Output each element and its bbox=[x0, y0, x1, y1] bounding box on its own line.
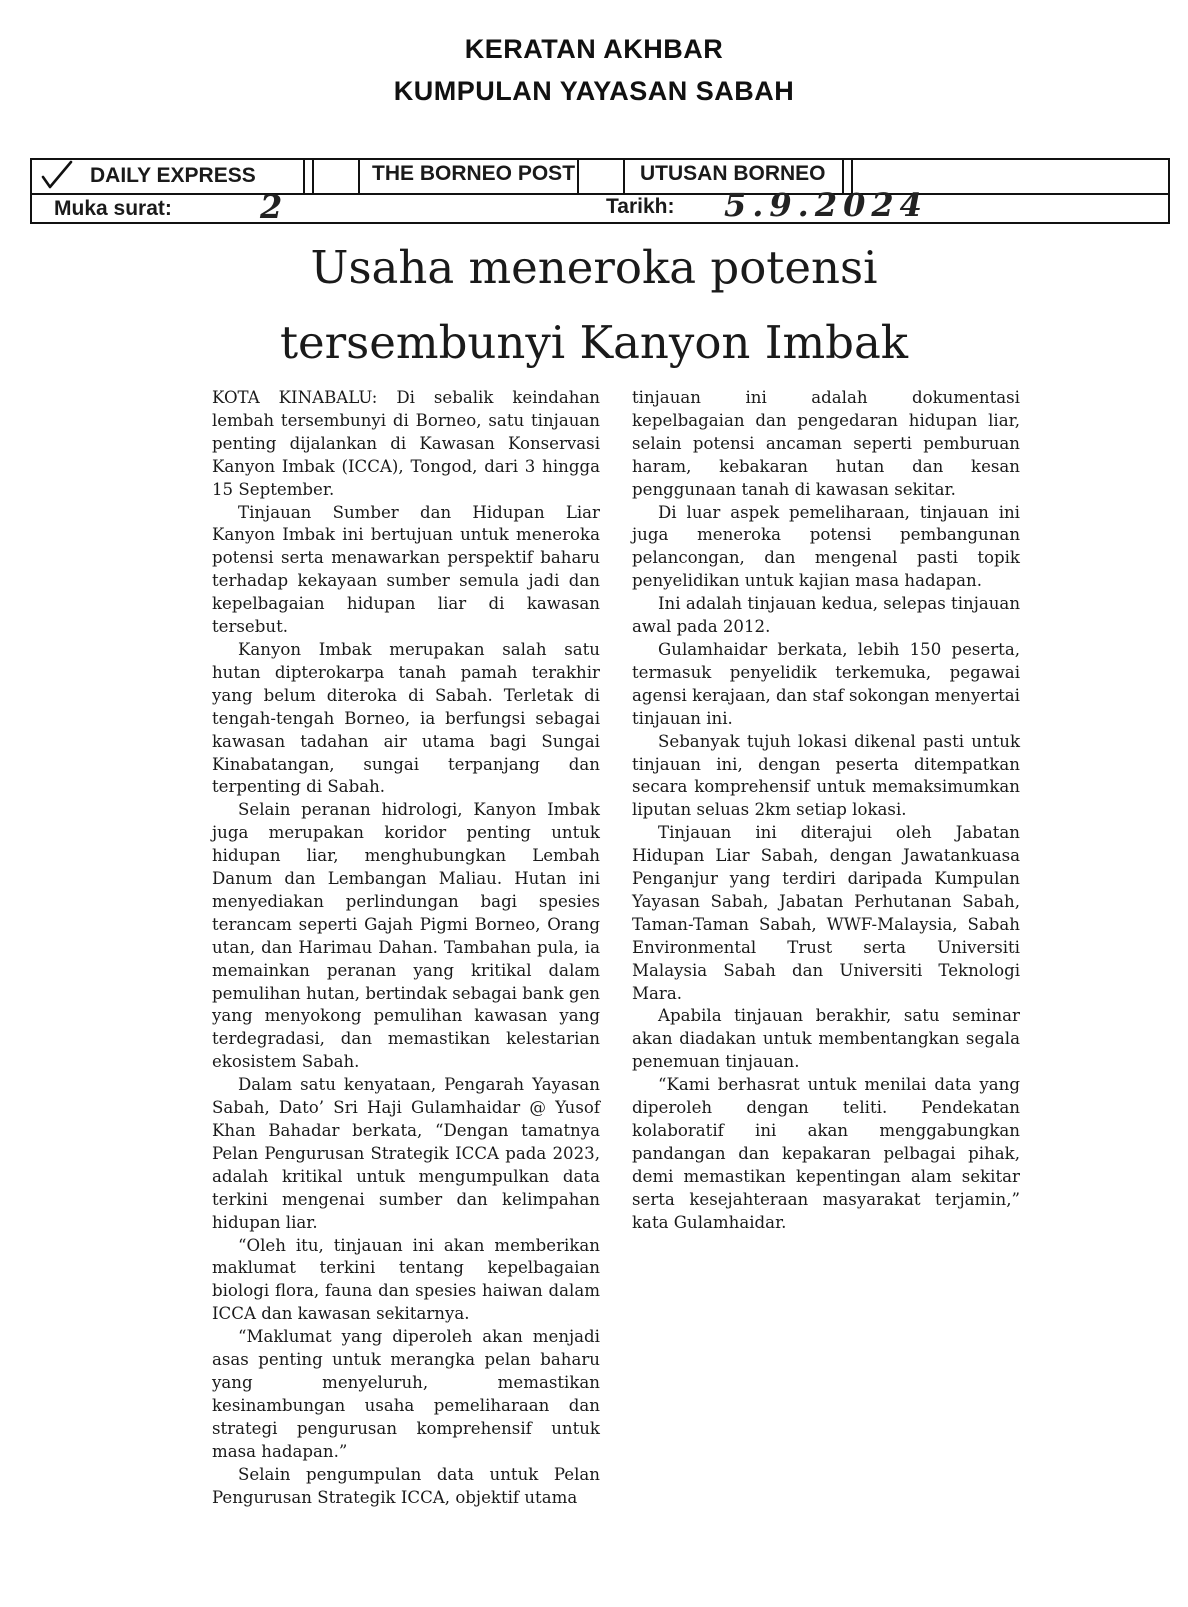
paper-borneo-post: THE BORNEO POST bbox=[372, 162, 576, 185]
article-paragraph: “Maklumat yang diperoleh akan menjadi asas penting untuk merangka pelan baharu yang menyeluruh, memastikan kesinambungan usaha pemeliharaan dan strategi pengurusan komprehensif untuk masa hadapan.” bbox=[212, 1327, 600, 1461]
article-paragraph: Selain pengumpulan data untuk Pelan Pengurusan Strategik ICCA, objektif utama bbox=[212, 1464, 600, 1507]
date-label: Tarikh: bbox=[606, 195, 675, 218]
article-paragraph: Di luar aspek pemeliharaan, tinjauan ini juga meneroka potensi pembangunan pelancongan, dan mengenal pasti topik penyelidikan untuk kajian masa hadapan. bbox=[632, 502, 1020, 591]
article-paragraph: Tinjauan Sumber dan Hidupan Liar Kanyon Imbak ini bertujuan untuk meneroka potensi serta menawarkan perspektif baharu terhadap kekayaan sumber semula jadi dan kepelbagaian hidupan liar di kawasan tersebut. bbox=[212, 502, 600, 637]
clipping-header-line2: KUMPULAN YAYASAN SABAH bbox=[393, 76, 795, 106]
table-divider bbox=[303, 160, 305, 193]
headline-line1: Usaha meneroka potensi bbox=[310, 241, 878, 294]
source-form-table bbox=[30, 158, 1170, 224]
table-divider bbox=[577, 160, 579, 193]
article-paragraph: Selain peranan hidrologi, Kanyon Imbak juga merupakan koridor penting untuk hidupan liar, menghubungkan Lembah Danum dan Lembangan Maliau. Hutan ini menyediakan perlindungan bagi spesies terancam seperti Gajah Pigmi Borneo, Orang utan, dan Harimau Dahan. Tambahan pula, ia memainkan peranan yang kritikal dalam pemulihan hutan, bertindak sebagai bank gen yang menyokong pemulihan kawasan yang terdegradasi, dan memastikan kelestarian ekosistem Sabah. bbox=[212, 800, 600, 1072]
article-paragraph: Tinjauan ini diterajui oleh Jabatan Hidupan Liar Sabah, dengan Jawatankuasa Penganjur yang terdiri daripada Kumpulan Yayasan Sabah, Jabatan Perhutanan Sabah, Taman-Taman Sabah, WWF-Malaysia, Sabah Environmental Trust serta Universiti Malaysia Sabah dan Universiti Teknologi Mara. bbox=[632, 823, 1020, 1003]
article-paragraph: tinjauan ini adalah dokumentasi kepelbagaian dan pengedaran hidupan liar, selain potensi ancaman seperti pemburuan haram, kebakaran hutan dan kesan penggunaan tanah di kawasan sekitar. bbox=[632, 388, 1020, 499]
article-paragraph: “Oleh itu, tinjauan ini akan memberikan maklumat terkini tentang kepelbagaian biologi flora, fauna dan spesies haiwan dalam ICCA dan kawasan sekitarnya. bbox=[212, 1235, 600, 1324]
checkmark-icon bbox=[40, 160, 74, 190]
headline-line2: tersembunyi Kanyon Imbak bbox=[279, 316, 909, 369]
paper-utusan-borneo: UTUSAN BORNEO bbox=[640, 162, 826, 185]
article-paragraph: Sebanyak tujuh lokasi dikenal pasti untuk tinjauan ini, dengan peserta ditempatkan secara komprehensif untuk memaksimumkan liputan seluas 2km setiap lokasi. bbox=[632, 731, 1020, 820]
article-paragraph: KOTA KINABALU: Di sebalik keindahan lembah tersembunyi di Borneo, satu tinjauan penting dijalankan di Kawasan Konservasi Kanyon Imbak (ICCA), Tongod, dari 3 hingga 15 September. bbox=[212, 388, 600, 499]
table-divider bbox=[623, 160, 625, 193]
page-label: Muka surat: bbox=[54, 197, 172, 220]
article-paragraph: Apabila tinjauan berakhir, satu seminar akan diadakan untuk membentangkan segala penemuan tinjauan. bbox=[632, 1006, 1020, 1072]
table-divider bbox=[358, 160, 360, 193]
article-column-left bbox=[212, 387, 600, 1509]
date-handwritten: 5.9.2024 bbox=[724, 186, 928, 224]
paper-daily-express: DAILY EXPRESS bbox=[90, 164, 256, 187]
table-divider bbox=[312, 160, 314, 193]
clipping-header-line1: KERATAN AKHBAR bbox=[464, 34, 724, 64]
table-divider bbox=[32, 193, 1168, 195]
article-paragraph: Dalam satu kenyataan, Pengarah Yayasan Sabah, Dato’ Sri Haji Gulamhaidar @ Yusof Khan Bahadar berkata, “Dengan tamatnya Pelan Pengurusan Strategik ICCA pada 2023, adalah kritikal untuk mengumpulkan data terkini mengenai sumber dan kelimpahan hidupan liar. bbox=[212, 1075, 600, 1232]
article-paragraph: “Kami berhasrat untuk menilai data yang diperoleh dengan teliti. Pendekatan kolaboratif ini akan menggabungkan pandangan dan kepakaran pelbagai pihak, demi memastikan kepentingan alam sekitar serta kesejahteraan masyarakat terjamin,” kata Gulamhaidar. bbox=[632, 1075, 1020, 1232]
article-paragraph: Ini adalah tinjauan kedua, selepas tinjauan awal pada 2012. bbox=[632, 594, 1020, 637]
page-number-handwritten: 2 bbox=[260, 188, 283, 226]
article-paragraph: Kanyon Imbak merupakan salah satu hutan dipterokarpa tanah pamah terakhir yang belum diteroka di Sabah. Terletak di tengah-tengah Borneo, ia berfungsi sebagai kawasan tadahan air utama bagi Sungai Kinabatangan, sungai terpanjang dan terpenting di Sabah. bbox=[212, 639, 600, 797]
article-paragraph: Gulamhaidar berkata, lebih 150 peserta, termasuk penyelidik terkemuka, pegawai agensi kerajaan, dan staf sokongan menyertai tinjauan ini. bbox=[632, 639, 1020, 728]
article-column-right bbox=[632, 387, 1020, 1235]
